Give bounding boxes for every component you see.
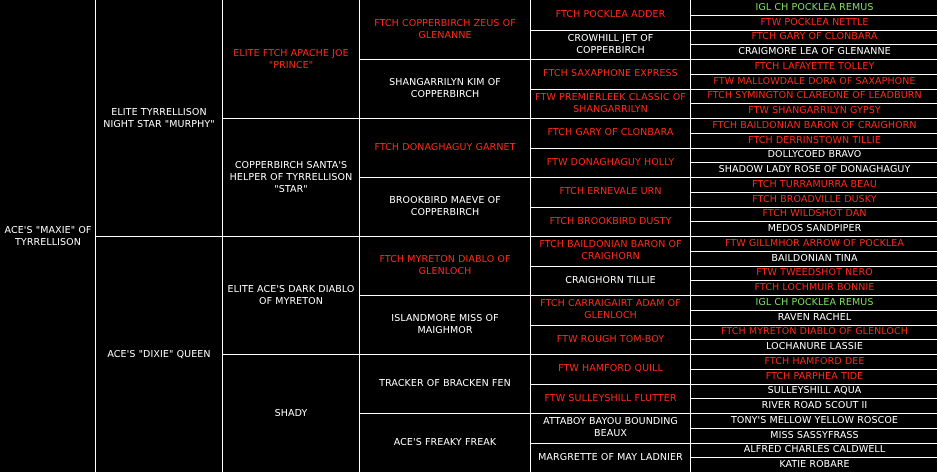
gen6-ancestor-32: KATIE ROBARE <box>779 459 850 471</box>
gen6-ancestor-16: MEDOS SANDPIPER <box>767 223 862 235</box>
gen6-ancestor-18: BAILDONIAN TINA <box>771 252 858 264</box>
gen6-ancestor-28: RIVER ROAD SCOUT II <box>761 400 868 412</box>
gen6-ancestor-8: FTW SHANGARRILYN GYPSY <box>748 105 881 117</box>
gen5-ancestor-9: FTCH BAILDONIAN BARON OF CRAIGHORN <box>539 239 682 263</box>
gen6-ancestor-1: IGL CH POCKLEA REMUS <box>755 1 874 13</box>
gen3-ancestor-3: ELITE ACE'S DARK DIABLO OF MYRETON <box>227 283 355 307</box>
gen4-ancestor-2: SHANGARRILYN KIM OF COPPERBIRCH <box>389 77 501 100</box>
gen6-ancestor-6: FTW MALLOWDALE DORA OF SAXAPHONE <box>713 75 916 87</box>
gen3-ancestor-2: COPPERBIRCH SANTA'S HELPER OF TYRRELLISON "STAR" <box>229 159 353 195</box>
gen4-ancestor-1: FTCH COPPERBIRCH ZEUS OF GLENANNE <box>374 18 516 41</box>
gen6-ancestor-4: CRAIGMORE LEA OF GLENANNE <box>738 46 891 58</box>
gen5-ancestor-14: FTW SULLEYSHILL FLUTTER <box>544 392 677 404</box>
column-divider <box>359 0 360 472</box>
sire-dam-root-1: ACE'S "MAXIE" OF TYRRELLISON <box>4 224 92 248</box>
gen6-ancestor-29: TONY'S MELLOW YELLOW ROSCOE <box>730 414 899 426</box>
gen5-ancestor-7: FTCH ERNEVALE URN <box>559 186 662 198</box>
gen6-ancestor-20: FTCH LOCHMUIR BONNIE <box>754 282 875 294</box>
gen5-ancestor-2: CROWHILL JET OF COPPERBIRCH <box>567 32 654 56</box>
gen5-ancestor-12: FTW ROUGH TOM-BOY <box>556 333 665 345</box>
gen4-ancestor-6: ISLANDMORE MISS OF MAIGHMOR <box>391 313 499 336</box>
gen5-ancestor-1: FTCH POCKLEA ADDER <box>555 9 666 21</box>
column-divider <box>222 0 223 472</box>
gen2-ancestor-2: ACE'S "DIXIE" QUEEN <box>107 348 211 360</box>
column-divider <box>530 0 531 472</box>
gen4-ancestor-4: BROOKBIRD MAEVE OF COPPERBIRCH <box>389 195 501 218</box>
gen6-ancestor-15: FTCH WILDSHOT DAN <box>762 208 867 220</box>
gen6-ancestor-24: LOCHANURE LASSIE <box>766 341 863 353</box>
gen6-ancestor-12: SHADOW LADY ROSE OF DONAGHAGUY <box>718 164 911 176</box>
gen6-ancestor-21: IGL CH POCKLEA REMUS <box>755 296 874 308</box>
gen5-ancestor-15: ATTABOY BAYOU BOUNDING BEAUX <box>543 416 678 440</box>
gen6-ancestor-7: FTCH SYMINGTON CLAREONE OF LEADBURN <box>707 90 922 102</box>
gen6-ancestor-2: FTW POCKLEA NETTLE <box>760 16 869 28</box>
column-divider <box>690 0 691 472</box>
gen5-ancestor-10: CRAIGHORN TILLIE <box>565 274 656 286</box>
gen6-ancestor-10: FTCH DERRINSTOWN TILLIE <box>748 134 881 146</box>
gen3-ancestor-4: SHADY <box>274 407 308 419</box>
gen6-ancestor-3: FTCH GARY OF CLONBARA <box>751 31 878 43</box>
gen5-ancestor-6: FTW DONAGHAGUY HOLLY <box>546 156 675 168</box>
gen6-ancestor-25: FTCH HAMFORD DEE <box>764 355 865 367</box>
gen6-ancestor-26: FTCH PARPHEA TIDE <box>765 370 864 382</box>
gen5-ancestor-4: FTW PREMIERLEEK CLASSIC OF SHANGARRILYN <box>535 91 686 115</box>
gen6-ancestor-13: FTCH TURRAMURRA BEAU <box>752 178 877 190</box>
gen3-ancestor-1: ELITE FTCH APACHE JOE "PRINCE" <box>233 47 349 71</box>
gen6-ancestor-31: ALFRED CHARLES CALDWELL <box>743 444 886 456</box>
gen6-ancestor-19: FTW TWEEDSHOT NERO <box>756 267 873 279</box>
gen4-ancestor-8: ACE'S FREAKY FREAK <box>393 437 497 448</box>
gen5-ancestor-13: FTW HAMFORD QUILL <box>558 363 663 375</box>
gen6-ancestor-22: RAVEN RACHEL <box>777 311 852 323</box>
gen4-ancestor-3: FTCH DONAGHAGUY GARNET <box>374 142 516 153</box>
gen5-ancestor-3: FTCH SAXAPHONE EXPRESS <box>543 68 678 80</box>
gen5-ancestor-11: FTCH CARRAIGAIRT ADAM OF GLENLOCH <box>540 298 681 322</box>
gen5-ancestor-16: MARGRETTE OF MAY LADNIER <box>538 451 683 463</box>
gen5-ancestor-5: FTCH GARY OF CLONBARA <box>547 127 674 139</box>
gen6-ancestor-17: FTW GILLMHOR ARROW OF POCKLEA <box>724 237 905 249</box>
gen4-ancestor-7: TRACKER OF BRACKEN FEN <box>379 378 511 389</box>
gen6-ancestor-9: FTCH BAILDONIAN BARON OF CRAIGHORN <box>712 119 917 131</box>
gen2-ancestor-1: ELITE TYRRELLISON NIGHT STAR "MURPHY" <box>103 106 215 130</box>
gen6-ancestor-11: DOLLYCOED BRAVO <box>767 149 862 161</box>
gen6-ancestor-14: FTCH BROADVILLE DUSKY <box>752 193 877 205</box>
gen6-ancestor-27: SULLEYSHILL AQUA <box>767 385 862 397</box>
gen4-ancestor-5: FTCH MYRETON DIABLO OF GLENLOCH <box>379 254 511 277</box>
gen6-ancestor-5: FTCH LAFAYETTE TOLLEY <box>754 60 875 72</box>
gen6-ancestor-23: FTCH MYRETON DIABLO OF GLENLOCH <box>721 326 908 338</box>
gen6-ancestor-30: MISS SASSYFRASS <box>770 429 859 441</box>
gen5-ancestor-8: FTCH BROOKBIRD DUSTY <box>549 215 672 227</box>
column-divider <box>95 0 96 472</box>
